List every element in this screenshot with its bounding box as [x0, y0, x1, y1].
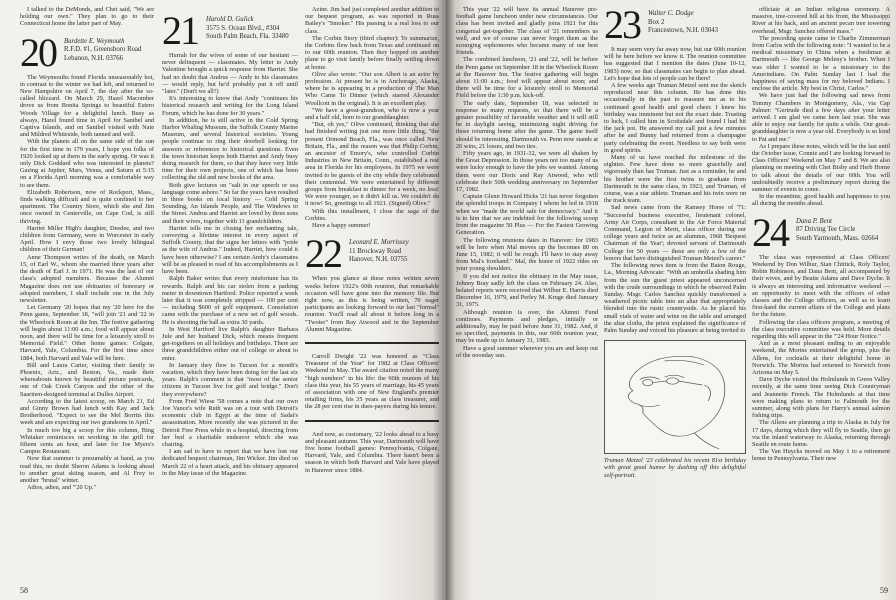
- paragraph: Anne Thompson writes of the death, on March 15, of Earl W., whom she married three years after the death of Earl J. in 1971. He was the last of our class's adopted members. Because the Alumni Magazine does not use obituaries of honorary or adopted members, I shall include one in the July newsletter.: [20, 253, 154, 304]
- paragraph: Ralph Baker writes that every misfortune has its rewards. Ralph and his car stolen from a parking meter in downtown Hartford. Police reported a week later that it was completely stripped — 100 per cent — including $600 of golf equipment. Consolation came with the purchase of a new set of golf woods. He is shooting the ball as extra 30 yards.: [162, 275, 298, 326]
- paragraph: A few weeks ago Truman Metzel sent me the sketch reproduced near this column. He has done this occasionally in the past to reassure me as to his continued good health and good cheer. I knew his birthday was imminent but not the exact date. Trusting to luck, I called him in Scottsdale and found I had hit the jack pot. He answered my call just a few minutes after he and Bunny had returned from a champagne party celebrating the event. Needless to say both were in good spirits.: [604, 82, 746, 154]
- paragraph: When you glance at these notes written seven weeks before 1922's 60th reunion, that remarkable occasion will have gone into the memory file. But right now, as this is being written, 70 eager participants are looking forward to our last "formal" reunion. You'll read all about it before long in a "Twoter" from Ray Atwood and in the September Alumni Magazine.: [305, 275, 439, 333]
- paragraph: In addition, he is still active in the Cold Spring Harbor Whaling Museum, the Suffolk County Marine Museum, and several historical societies. Young people continue to ring their doorbell looking for answers or references to historical questions. Even the town historian keeps both Harriet and Andy busy doing research for them, so that they have very little time for their own projects, one of which has been collecting the old and new books of the area.: [162, 116, 298, 182]
- paragraph: We have just had the following sad news from Tommy Chambers in Montgomery, Ala., via Cap Palmer: "Gertrude died a few days after your letter arrived. I am glad we came here last year. She was able to enjoy our family for quite a while. Our great-granddaughter is now a year old. Everybody is so kind to Pat and me.": [752, 92, 890, 143]
- section-divider: [305, 342, 439, 344]
- paragraph: The preceding quote came to Charlie Zimmerman from Carlos with the following note: "I wanted to be a medical missionary in China when a freshman at Dartmouth — like George Meleny's brother. When I was older I wanted to be a missionary to the Amerindians. On Palm Sunday last I had the happiness of saying mass for my beloved Indians. I enclose the article. My best in Christ, Carlos.": [752, 34, 890, 93]
- address-line: 87 Driving Tee Circle: [796, 226, 856, 234]
- address-line: 3575 S. Ocean Blvd., #304: [206, 24, 280, 32]
- paragraph: The early date, September 18, was selected in response to many requests, so that there will be a greater possibility of favorable weather and it will still be in daylight saving, minimizing night driving for those returning home after the game. The game itself should be interesting. Dartmouth vs. Penn now stands at 26 wins, 21 losses, and two ties.: [456, 99, 598, 150]
- paragraph: Following the class officers program, a meeting of the class executive committee was held. More details regarding this will appear in the "'24 Hour Notice.": [752, 318, 890, 340]
- class-secretary-address: [796, 216, 878, 244]
- paragraph: Let Germany '20 hopes that my '20 here for the Penn game, September 18, "will join '21 and '22 in the Wheelock Room at the Inn. The festive gathering will begin about 11:00 a.m.; food will appear about noon, and there will be time for a leisurely stroll to Memorial Field." Other home games: Colgate, Harvard, Yale, Columbia. For the first time since 1884, both Harvard and Yale will be here.: [20, 304, 154, 362]
- paragraph: It's interesting to know that Andy "continues his historical research and writing for the Long Island Forum, which he has done for 30 years.": [162, 95, 298, 117]
- self-portrait-sketch: [604, 340, 746, 454]
- class-header-24: [752, 209, 890, 255]
- paragraph: In West Hartford live Ralph's daughter Barbara Jule and her husband Dick, which means frequent get-togethers on all holidays and birthdays. There are three grandchildren either out of college or about to enter.: [162, 325, 298, 362]
- paragraph: The combined luncheon, '21 and '22, will be before the Penn game on September 18 in the Wheelock Room at the Hanover Inn. The festive gathering will begin about 11:00 a.m.; food will appear about noon; and there will be time for a leisurely stroll to Memorial Field before the 1:30 p.m. kick-off.: [456, 56, 598, 100]
- column-class-1923-1924: [752, 6, 890, 463]
- paragraph: "But, oh yes," Olive continued, thinking that she had finished writing just one more little thing, "the present Ormond Beach, Fla., was once called New Britain, Fla., and the reason was that Philip Corbin, an ancestor of Emory's, who controlled Corbin Industries in New Britain, Conn., established a rest area in Florida for his employees. In 1975 we were invited to be guests of the city while they celebrated their centennial. We were entertained by different groups from breakfast to dinner for a week, no less! We were younger, so it didn't kill us. We couldn't do it now! So, greetings to all 1921. (Signed) Olive.": [305, 121, 439, 208]
- paragraph: Although reunion is over, the Alumni Fund continues. Payments and pledges, initially or additionally, may be paid before June 31, 1982. And, if so specified, payments in this, our 60th reunion year, may be made up to January 31, 1983.: [456, 308, 598, 345]
- address-line: Lebanon, N.H. 03766: [64, 54, 124, 62]
- paragraph: With the planets all on the same side of the sun for the first time in 179 years, I hope you folks of 1920 looked up at them in the early spring. Or was it only Dick Goddard who was interested in planets? Gazing at Jupiter, Mars, Venus, and Saturn at 5:15 on a Florida April morning was a comfortable way to see them.: [20, 138, 154, 189]
- right-page: [446, 0, 896, 600]
- column-class-1921: [162, 6, 298, 477]
- paragraph: And now, as customary, '22 looks ahead to a busy and pleasant autumn. This year, Dartmouth will have five home football games: Pennsylvania, Colgate, Harvard, Yale, and Columbia. There hasn't been a season in which both Harvard and Yale have played in Hanover since 1884.: [305, 430, 439, 474]
- class-secretary-address: [206, 14, 289, 42]
- class-year-number: 23: [604, 2, 640, 47]
- paragraph: I talked to the DeMonds, and Chet said, "We are holding our own." They plan to go to their Connecticut home the latter part of May.: [20, 6, 154, 28]
- address-line: Hanover, N.H. 03755: [349, 256, 408, 264]
- class-secretary-address: [349, 237, 409, 265]
- paragraph: The Van Huycks moved on May 1 to a retirement home in Pennsylvania. Their new: [752, 448, 890, 463]
- paragraph: Dave Dyche visited the Holmlunds in Green Valley recently, at the same time seeing Dick Countryman and Jeannette French. The Holmlunds at that time were making plans to return to Falmouth for the summer, along with plans for Harry's annual salmon fishing trips.: [752, 376, 890, 420]
- class-secretary-address: [64, 36, 141, 64]
- class-header-21: [162, 8, 298, 53]
- secretary-name: Harold D. Gulick: [206, 16, 254, 23]
- paragraph: Adios, adieu, and "'20 Up.": [27, 484, 97, 492]
- address-line: 11 Brockway Road: [349, 247, 402, 255]
- paragraph: Fifty years ago, in 1931-32, we were all shaken by the Great Depression. In those years not too many of us were lucky enough to have the jobs we wanted. Among them were our Doris and Ray Atwood, who will celebrate their 50th wedding anniversary on September 17, 1982.: [456, 150, 598, 194]
- column-class-1922: [456, 6, 598, 359]
- class-header-22: [305, 231, 439, 277]
- paragraph: Olive also wrote: "Our son Albert is an actor by profession. At present he is in Anchorage, Alaska, where he is appearing in a production of The Man Who Came To Dinner (which starred Alexander Woollcott in the original). It is an excellent play.: [305, 70, 439, 107]
- paragraph: Have a happy summer!: [312, 222, 371, 230]
- column-class-1920: [20, 6, 154, 491]
- paragraph: Harriet Miller High's daughter, Deedee, and two children from Germany, were in Worcester in early April. How I envy those two lovely bilingual children of their German!: [20, 224, 154, 254]
- secretary-name: Dana P. Bent: [796, 217, 832, 225]
- paragraph: Elizabeth Robertson, now of Rockport, Mass., finds walking difficult and is quite confined to her apartment. The Country Store, which she and Jim once owned in Centerville, on Cape Cod, is still thriving.: [20, 188, 154, 225]
- paragraph: In much too big a scoop for this column, Bing Whitaker reminisces on working in the grill for fifteen cents an hour, and later for Joe Myers's Campus Restaurant.: [20, 426, 154, 456]
- class-secretary-address: [648, 8, 718, 36]
- paragraph: With this installment, I close the saga of the Corbins.: [305, 207, 439, 222]
- paragraph: The Corbin Story (third chapter): To summarize, the Corbins flew back from Texas and continued on to our 60th reunion. Then they hopped on another plane to go visit family before finally settling down at home.: [305, 34, 439, 71]
- address-line: R.F.D. #1, Greensboro Road: [64, 46, 142, 54]
- column-class-1923: [604, 2, 746, 479]
- paragraph: Azine. Jim had just completed another addition to our bequest program, as was reported in Russ Bailey's "Smoker." His passing is a real loss to our class.: [305, 6, 439, 35]
- paragraph: From Fred Wiese '58 comes a note that our own Joe Vance's wife Ruth was on a tour with Detroit's economic club in Egypt at the time of Sadat's assassination. More recently she was pictured in the Detroit Free Press while in a hospital, directing from her bed a charitable endeavor which she was chairing.: [162, 397, 298, 448]
- paragraph: "We have a great-grandson, who is now a year and a half old, born to our granddaughter.: [305, 106, 439, 122]
- paragraph: This year '22 will have its annual Hanover pre-football game luncheon under new circumstances. Our class has been invited and gladly joins 1921 for this congenial get-together. The class of '21 remembers us well, and we of course can never forget them as the scourging sophomores who became many of our best friends.: [456, 6, 598, 57]
- paragraph: Sad news came from the Ramsey Horse of '71: "Successful business executive, lieutenant colonel, Army Air Corps, consultant to the Air Force Material Command, Legion of Merit, class officer during our college years and twice as an alumnus, 1968 'Bequest Chairman of the Year'; devoted servant of Dartmouth College for 50 years — these are only a few of the honors that have distinguished Truman Metzel's career.": [604, 204, 746, 262]
- left-page: [0, 0, 446, 600]
- class-year-number: 20: [20, 29, 56, 75]
- paragraph: And as a most pleasant ending to an enjoyable weekend, the Morins entertained the group, plus the Allens, for cocktails at their delightful home in Norwich. The Morins had returned to Norwich from Arizona on May 5.: [752, 340, 890, 376]
- page-number: 59: [880, 586, 888, 595]
- paragraph: Hurrah for the wives of some of our hesitant — never delinquent — classmates. My letter to Andy Valentine brought a quick response from Harriet. She had no doubt that Andrus — Andy to his classmates — would reply, but he'd probably put it off until "later." (Don't we all?): [162, 52, 298, 96]
- paragraph: In January they flew to Tucson for a month's vacation, which they have been doing for the last six years. Ralph's comment is that "most of the senior citizens in Tucson live for golf and bridge." Don't they everywhere?: [162, 361, 298, 398]
- paragraph: In the meantime, good health and happiness to you all during the months ahead.: [752, 193, 890, 208]
- class-year-number: 22: [305, 231, 341, 277]
- paragraph: Carroll Dwight '22 was honored as "Class Treasurer of the Year" for 1982 at Class Officers' Weekend in May. The award citation noted the many "high numbers" in his life: the 60th reunion of his class this year, his 55 years of marriage, his 45 years of association with one of New England's premier retailing firms, his 35 years as class treasurer, and the 28 per cent rise in dues-payers during his tenure.: [305, 352, 439, 411]
- paragraph: Bill and Laura Carter, visiting their family in Phoenix, Ariz., and Reston, Va., made their whereabouts known by beautiful picture postcards, one of Oak Creek Canyon and the other of the Saarinen-designed terminal at Dulles Airport.: [20, 361, 154, 398]
- secretary-name: Leonard E. Morrissey: [349, 239, 409, 247]
- secretary-name: Burdette E. Weymouth: [64, 37, 125, 45]
- caricature-drawing-icon: [605, 341, 745, 453]
- figure-caption: Truman Metzel '23 celebrated his recent 81st birthday with great good humor by dashing off this delightful self-portrait.: [604, 457, 746, 479]
- address-line: Box 2: [648, 18, 665, 26]
- paragraph: officiate at an Indian religious ceremony. A massive, tree-covered hill at his front, the Mississippi River at his back, and an ancient pecan tree towering overhead, Msgr. Sanchez offered mass.": [752, 6, 890, 35]
- paragraph: The following reunions dates in Hanover: for 1983 will be here when Mal moves up the becomes 80 on June 15, 1982; it will be rough. I'll have to stay away from Mal's forehand." Mal, the honor of 1922 rides on your young shoulders.: [456, 236, 598, 273]
- class-year-number: 24: [752, 209, 788, 255]
- class-header-20: [20, 29, 154, 75]
- paragraph: As I prepare these notes, which will be the last until the October issue, Connie and I are looking forward to Class Officers' Weekend on May 7 and 8. We are also planning on meeting with Chet Bisby and Herb Horne to talk about the details of our 60th. You will undoubtedly receive a preliminary report during the summer of events to come.: [752, 142, 890, 194]
- paragraph: Captain Glenn Howard Hicks '21 has never forgotten the splendid troops in Company I whom he led in 1918 when we "made the world safe for democracy." And it is to him that we are indebted for the following scoop from the magazine 50 Plus — For the Fastest Growing Generation.: [456, 193, 598, 237]
- paragraph: The class was represented at Class Officers' Weekend by Don Wilbur, Stan Chittick, Roly Taylor, Robin Robinson, and Dana Bent, all accompanied by their wives, and by Beatie Adams and Dave Dyche. It is always an interesting and informative weekend — an opportunity to meet with the officers of other classes and the College officers, as well as to learn first-hand the current affairs of the College and plans for the future.: [752, 253, 890, 319]
- paragraph: Have a good summer wherever you are and keep out of the noonday sun.: [456, 344, 598, 359]
- page-number: 58: [20, 586, 28, 595]
- paragraph: If you did not notice the obituary in the May issue, Johnny Bray sadly left the class on February 24. Also, belated reports were received that Wilbur E. Harris died December 16, 1979, and Perley M. Kruge died January 31, 1975.: [456, 272, 598, 309]
- paragraph: According to the latest scoop, on March 21, Ed and Ginny Brown had lunch with Kay and Jack Brotherhood. "Expect to see the Mel Borrits this week and are expecting our two grandsons in April.": [20, 397, 154, 427]
- paragraph: I am sad to have to report that we have lost our dedicated bequest chairman, Jim Wicker. Jim died on March 22 of a heart attack, and his obituary appeared in the May issue of the Magazine.: [162, 448, 298, 477]
- paragraph: The Weymouths found Florida unseasonably hot, in contrast to the winter we had left, and returned to New Hampshire on April 7, the day after the so-called blizzard. On March 29, Hazel Macomber drove us from Bonita Springs to beautiful Estero Woods Village for a delightful lunch. Busy as always, Hazel found time in April for Sanibel and Captiva Islands, and on Sanibel visited with Nate and Mildred Whiteside, both tanned and well.: [20, 73, 154, 139]
- address-line: South Yarmouth, Mass. 02664: [796, 234, 879, 242]
- class-year-number: 21: [162, 8, 198, 53]
- paragraph: Both give lectures on "salt in our speech or sea language come ashore." So far the years have resulted in three books on local history — Cold Spring Sounding, An Islands People, and The Windows to the Street. Andrus and Harriet are loved by three sons and their wives, together with 11 grandchildren.: [162, 181, 298, 225]
- paragraph: Now that summer is presumably at hand, as you read this, no doubt Sheron Adams is looking ahead to another great skiing season, and Al Frey to another "brutal" winter.: [20, 455, 154, 484]
- paragraph: Many of us have reached the milestone of the eighties. Few have done so more gracefully and vigorously than has Truman. Just as a reminder, he and his brother were the first twins to graduate from Dartmouth in the same class, in 1923, and Truman, of course, was a star athlete. Truman and his twin were on the track team.: [604, 154, 746, 205]
- paragraph: It may seem very far away now, but our 60th reunion will be here before we know it. The reunion committee has suggested that I mention the dates (June 10-12, 1983) now, so that classmates can begin to plan ahead. Let's hope that lots of people can be there!: [604, 46, 746, 82]
- paragraph: The following news item is from the Baton Rouge, La., Morning Advocate: "With an umbrella shading him from the sun the guest priest appeared unconcerned with the crude surroundings in which he observed Palm Sunday. Msgr. Carlos Sanchez quickly transformed a weathered picnic table into an altar that appropriately blended into the rustic countryside. As he placed his small vials of water and wine on the table and arranged the altar cloths, the priest explained the significance of Palm Sunday and voiced his pleasure at being invited to: [604, 262, 746, 334]
- column-class-1921-1922: [305, 6, 439, 474]
- section-divider: [305, 420, 439, 422]
- class-header-23: [604, 2, 746, 47]
- paragraph: Harriet tells me in closing her enchanting tale, conveying a lifetime interest in every aspect of Suffolk County, that the signs her letters with "pride as the wife of Andrus." Indeed, Harriet, how could it have been otherwise? I am certain Andy's classmates will be as pleased to read of his accomplishments as I have been.: [162, 224, 298, 276]
- secretary-name: Walter C. Dodge: [648, 10, 694, 17]
- address-line: Francestown, N.H. 03043: [648, 27, 719, 35]
- paragraph: The Allens are planning a trip to Alaska in July for 17 days, during which they will fly to Seattle, then go via the inland waterway to Alaska, returning through Seattle en route home.: [752, 419, 890, 448]
- address-line: South Palm Beach, Fla. 33480: [206, 33, 289, 41]
